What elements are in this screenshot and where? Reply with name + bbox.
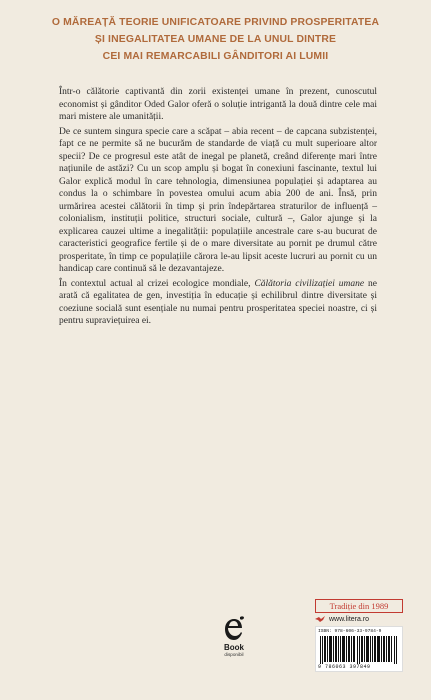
- site-url: www.litera.ro: [329, 616, 370, 623]
- tradition-badge: Tradiție din 1989: [315, 599, 403, 613]
- isbn-barcode-box: [315, 626, 403, 672]
- blurb-paragraph-1: Într-o călătorie captivantă din zorii existenței umane în prezent, cunoscutul economist și gânditor Oded Galor oferă o soluție intrigantă la două dintre cele mai mari mistere ale umanității.: [59, 87, 377, 122]
- barcode-image: [318, 636, 400, 664]
- blurb-paragraph-2: De ce suntem singura specie care a scăpat – abia recent – de capcana subzistenței, fapt ce ne permite să ne bucurăm de standarde de viață cu mult superioare altor specii? De ce progresul este atât de inegal pe planetă, creând diferențe mari între națiunile de astăzi? Cu un scop amplu și bogat în conexiuni fascinante, textul lui Galor explică modul în care tehnologia, dimensiunea populației și adaptarea au condus la o schimbare în povestea omului acum abia 200 de ani. Însă, prin urmărirea acestei călătorii în timp și prin îndepărtarea straturilor de influență – colonialism, instituții politice, structuri sociale, cultură –, Galor ajunge și la explicarea cauzei ultime a inegalității: populațiile ancestrale care s-au bucurat de caracteristici geografice fertile și de o mare diversitate au pornit pe drumul către prosperitate, în timp ce populațiile cărora le-au lipsit aceste lucruri au pornit cu un handicap care continuă să le dezavantajeze.: [59, 126, 377, 274]
- blurb-p3-end: ne arată că egalitatea de gen, investiția în educație și echilibrul dintre diversitate și coeziune socială sunt esențiale nu numai pentru prosperitatea speciei noastre, ci și pentru supraviețuirea ei.: [59, 278, 378, 326]
- headline-line-1: O MĂREAȚĂ TEORIE UNIFICATOARE PRIVIND PROSPERITATEA: [51, 17, 380, 28]
- litera-bird-icon: [315, 616, 326, 623]
- book-title-italic: Călătoria civilizației umane: [254, 278, 365, 289]
- ebook-badge: [219, 615, 249, 675]
- barcode-number: 9 786063 397849: [318, 664, 371, 670]
- ebook-e-icon: [223, 615, 245, 643]
- ebook-available: disponibil: [224, 652, 244, 657]
- publisher-block: [315, 599, 403, 672]
- headline-line-3: CEI MAI REMARCABILI GÂNDITORI AI LUMII: [102, 51, 329, 62]
- isbn-text: ISBN: 978-606-33-9784-9: [318, 629, 382, 634]
- blurb-p3-start: În contextul actual al crizei ecologice mondiale,: [59, 278, 255, 289]
- headline-line-2: ȘI INEGALITATEA UMANE DE LA UNUL DINTRE: [94, 34, 337, 45]
- back-cover-headline: [0, 14, 431, 65]
- blurb-paragraph-3: [59, 278, 377, 328]
- ebook-label: Book: [224, 643, 244, 652]
- blurb-text: [59, 86, 377, 328]
- publisher-site: [315, 616, 403, 623]
